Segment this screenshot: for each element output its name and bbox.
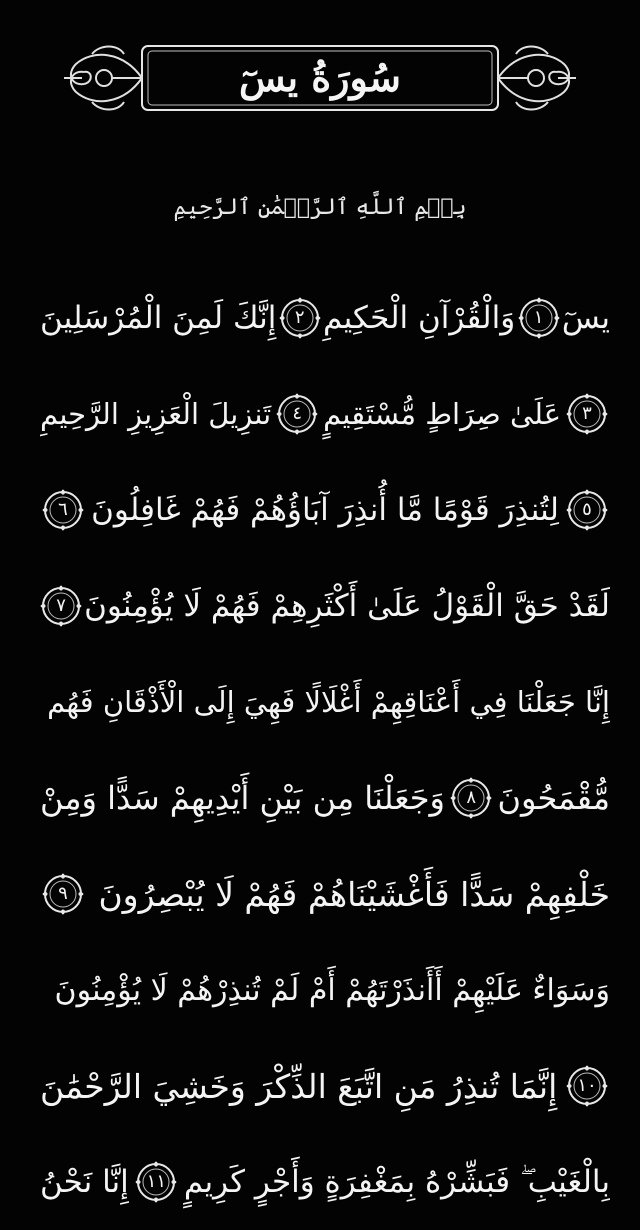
verse-number: ٤	[292, 403, 302, 424]
verse-line	[40, 558, 610, 654]
verse-line	[40, 654, 610, 750]
verse-number-marker	[40, 585, 82, 627]
verse-number: ١٠	[577, 1075, 597, 1096]
verse-line	[40, 942, 610, 1038]
surah-title: سُورَةُ يسٓ	[239, 55, 401, 100]
verse-number: ٨	[466, 787, 477, 808]
verse-text: إِنَّكَ لَمِنَ الْمُرْسَلِينَ	[40, 300, 277, 336]
verse-number-marker	[279, 297, 321, 339]
verse-number-marker	[566, 489, 608, 531]
verse-text: وَسَوَاءٌ عَلَيْهِمْ أَأَنذَرْتَهُمْ أَمْ لَمْ تُنذِرْهُمْ لَا يُؤْمِنُونَ	[54, 972, 610, 1008]
verse-text: لِتُنذِرَ قَوْمًا مَّا أُنذِرَ آبَاؤُهُمْ فَهُمْ غَافِلُونَ	[91, 492, 559, 528]
verse-line	[40, 366, 610, 462]
basmala: بِسۡمِ ٱللَّهِ ٱلرَّحۡمَٰنِ ٱلرَّحِيمِ	[173, 195, 467, 220]
verse-text: بِالْغَيْبِ ۖ فَبَشِّرْهُ بِمَغْفِرَةٍ وَأَجْرٍ كَرِيمٍ	[183, 1163, 610, 1200]
verse-line	[40, 270, 610, 366]
verse-number: ٣	[582, 403, 592, 424]
verse-number-marker	[450, 777, 492, 819]
verse-line	[40, 1134, 610, 1230]
verse-text: عَلَىٰ صِرَاطٍ مُّسْتَقِيمٍ	[323, 397, 562, 431]
verse-text: وَالْقُرْآنِ الْحَكِيمِ	[322, 300, 516, 336]
verse-text: تَنزِيلَ الْعَزِيزِ الرَّحِيمِ	[40, 397, 272, 431]
verse-text: خَلْفِهِمْ سَدًّا فَأَغْشَيْنَاهُمْ فَهُمْ لَا يُبْصِرُونَ	[98, 874, 610, 914]
verse-text: مُّقْمَحُونَ	[497, 779, 610, 817]
verse-number-marker	[135, 1161, 177, 1203]
verse-number: ٢	[294, 307, 305, 328]
verse-number-marker	[566, 1065, 608, 1107]
verse-number: ١١	[146, 1171, 166, 1192]
verse-number: ٧	[56, 595, 66, 616]
verse-text: إِنَّا نَحْنُ	[40, 1164, 129, 1200]
verse-line	[40, 846, 610, 942]
verse-number-marker	[566, 393, 608, 435]
verse-number-marker	[42, 489, 84, 531]
verse-number: ٥	[582, 499, 592, 520]
verse-line	[40, 1038, 610, 1134]
verse-number: ١	[533, 307, 544, 328]
verse-number-marker	[42, 873, 84, 915]
verse-line	[40, 750, 610, 846]
verse-number: ٦	[58, 499, 68, 520]
verse-text: يسٓ	[561, 300, 610, 336]
verses-body	[40, 270, 610, 1230]
verse-text: لَقَدْ حَقَّ الْقَوْلُ عَلَىٰ أَكْثَرِهِمْ فَهُمْ لَا يُؤْمِنُونَ	[84, 588, 610, 624]
verse-line	[40, 462, 610, 558]
verse-text: إِنَّا جَعَلْنَا فِي أَعْنَاقِهِمْ أَغْلَالًا فَهِيَ إِلَى الْأَذْقَانِ فَهُم	[47, 685, 610, 719]
verse-number: ٩	[58, 883, 68, 904]
verse-text: إِنَّمَا تُنذِرُ مَنِ اتَّبَعَ الذِّكْرَ وَخَشِيَ الرَّحْمَٰنَ	[40, 1066, 558, 1106]
verse-text: وَجَعَلْنَا مِن بَيْنِ أَيْدِيهِمْ سَدًّا وَمِنْ	[40, 779, 445, 817]
verse-number-marker	[276, 393, 318, 435]
verse-number-marker	[518, 297, 560, 339]
